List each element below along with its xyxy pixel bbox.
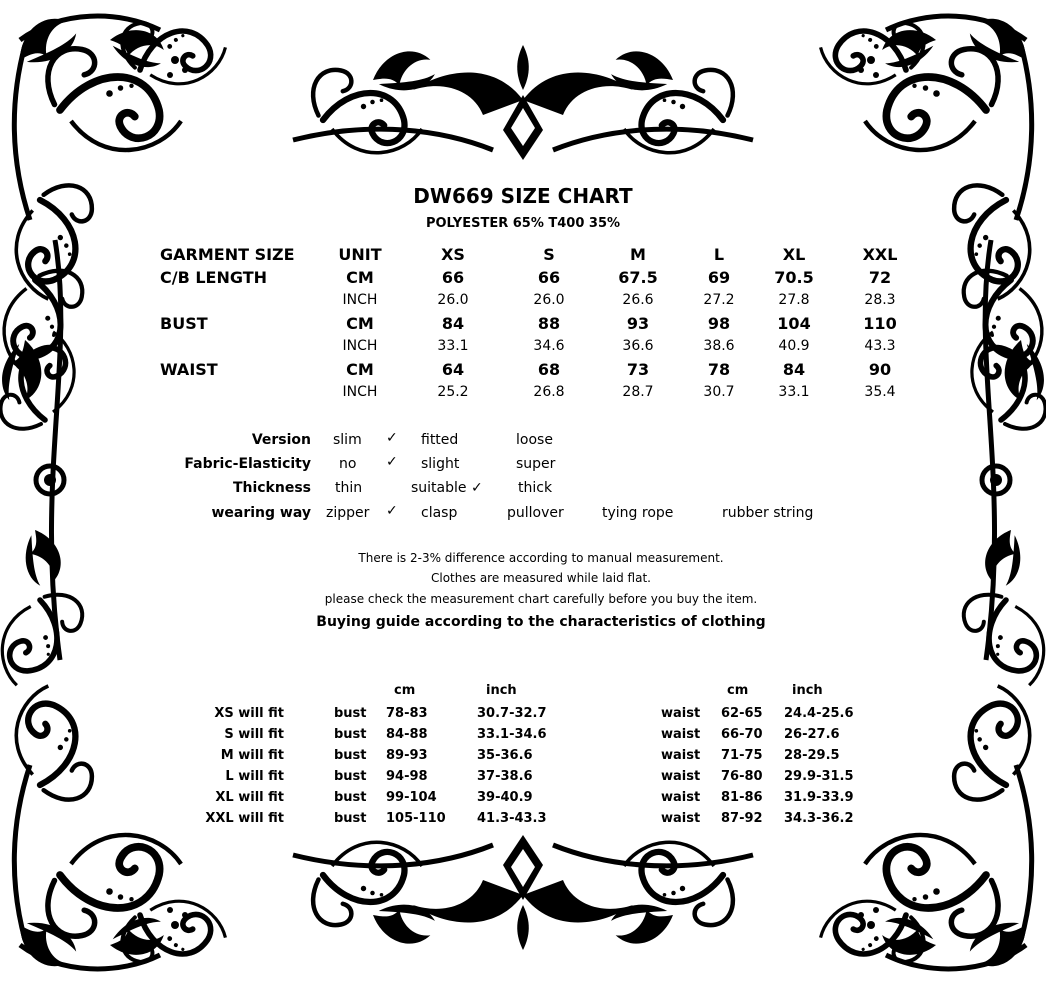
cell-value: 27.8 [778, 292, 810, 308]
attr-option: fitted [421, 432, 459, 448]
attr-option: rubber string [722, 505, 814, 521]
cell-value: 64 [441, 360, 465, 379]
buying-guide-title: Buying guide according to the characteristics of clothing [316, 614, 766, 630]
fit-head-bust-inch: inch [486, 683, 517, 698]
fit-waist: waist [661, 811, 701, 826]
header-size-m: M [630, 245, 646, 264]
fit-bust-cm: 99-104 [386, 790, 437, 805]
unit-cm: CM [346, 314, 374, 333]
attr-option: thick [518, 480, 553, 496]
fit-waist-inch: 26-27.6 [784, 727, 840, 742]
check-mark: ✓ [386, 430, 398, 446]
fit-waist-cm: 87-92 [721, 811, 763, 826]
fit-head-bust-cm: cm [394, 683, 416, 698]
unit-cm: CM [346, 360, 374, 379]
fit-waist: waist [661, 790, 701, 805]
header-size-xl: XL [782, 245, 806, 264]
fit-head-waist-cm: cm [727, 683, 749, 698]
unit-inch: INCH [342, 384, 378, 400]
fit-waist-inch: 24.4-25.6 [784, 706, 854, 721]
cell-value: 78 [707, 360, 731, 379]
cell-value: 30.7 [703, 384, 735, 400]
fit-bust-inch: 41.3-43.3 [477, 811, 547, 826]
fit-size-label: L will fit [225, 769, 284, 784]
cell-value: 27.2 [703, 292, 735, 308]
page-title: DW669 SIZE CHART [413, 184, 633, 208]
fit-waist: waist [661, 748, 701, 763]
cell-value: 84 [441, 314, 465, 333]
fit-waist: waist [661, 706, 701, 721]
fit-head-waist-inch: inch [792, 683, 823, 698]
unit-inch: INCH [342, 338, 378, 354]
check-mark: ✓ [386, 503, 398, 519]
note-check-chart: please check the measurement chart carefully before you buy the item. [324, 592, 758, 606]
header-size-xs: XS [441, 245, 465, 264]
attr-option: super [516, 456, 556, 472]
fit-waist: waist [661, 769, 701, 784]
note-laid-flat: Clothes are measured while laid flat. [431, 571, 651, 585]
unit-cm: CM [346, 268, 374, 287]
fit-bust-cm: 105-110 [386, 811, 446, 826]
cell-value: 33.1 [437, 338, 469, 354]
cell-value: 84 [782, 360, 806, 379]
cell-value: 35.4 [864, 384, 896, 400]
cell-value: 38.6 [703, 338, 735, 354]
cell-value: 98 [707, 314, 731, 333]
header-garment-size: GARMENT SIZE [160, 245, 295, 264]
row-label-bust: BUST [160, 314, 208, 333]
fit-size-label: XL will fit [215, 790, 284, 805]
cell-value: 25.2 [437, 384, 469, 400]
attr-label-thickness: Thickness [232, 480, 311, 496]
cell-value: 43.3 [864, 338, 896, 354]
cell-value: 70.5 [774, 268, 814, 287]
header-size-xxl: XXL [862, 245, 898, 264]
fit-waist-cm: 62-65 [721, 706, 763, 721]
cell-value: 26.6 [622, 292, 654, 308]
check-mark: ✓ [386, 454, 398, 470]
fit-bust: bust [334, 748, 367, 763]
fit-waist-inch: 29.9-31.5 [784, 769, 854, 784]
cell-value: 36.6 [622, 338, 654, 354]
cell-value: 67.5 [618, 268, 658, 287]
row-label-waist: WAIST [160, 360, 218, 379]
fit-bust-cm: 78-83 [386, 706, 428, 721]
attr-label-fabric-elasticity: Fabric-Elasticity [184, 456, 311, 472]
fit-waist-inch: 34.3-36.2 [784, 811, 854, 826]
attr-option: tying rope [602, 505, 674, 521]
cell-value: 66 [537, 268, 561, 287]
fit-bust: bust [334, 727, 367, 742]
fit-size-label: S will fit [224, 727, 284, 742]
cell-value: 28.7 [622, 384, 654, 400]
fit-size-label: M will fit [220, 748, 284, 763]
cell-value: 26.0 [533, 292, 565, 308]
fit-size-label: XS will fit [214, 706, 284, 721]
cell-value: 40.9 [778, 338, 810, 354]
fit-bust-inch: 30.7-32.7 [477, 706, 547, 721]
fit-size-label: XXL will fit [205, 811, 284, 826]
fit-bust: bust [334, 811, 367, 826]
cell-value: 88 [537, 314, 561, 333]
attr-label-version: Version [251, 432, 311, 448]
note-measurement-difference: There is 2-3% difference according to manual measurement. [358, 551, 724, 565]
fit-bust-inch: 33.1-34.6 [477, 727, 547, 742]
header-unit: UNIT [338, 245, 382, 264]
attr-label-wearing-way: wearing way [211, 505, 311, 521]
cell-value: 72 [868, 268, 892, 287]
fabric-subtitle: POLYESTER 65% T400 35% [425, 216, 621, 231]
cell-value: 104 [777, 314, 811, 333]
attr-option: pullover [507, 505, 564, 521]
attr-option: thin [335, 480, 363, 496]
header-size-l: L [713, 245, 725, 264]
attr-option: slight [421, 456, 460, 472]
fit-bust: bust [334, 769, 367, 784]
cell-value: 90 [868, 360, 892, 379]
attr-option: suitable ✓ [411, 480, 483, 496]
fit-bust-inch: 39-40.9 [477, 790, 533, 805]
attr-option: slim [333, 432, 362, 448]
cell-value: 34.6 [533, 338, 565, 354]
attr-option: no [339, 456, 357, 472]
cell-value: 73 [626, 360, 650, 379]
fit-waist-cm: 81-86 [721, 790, 763, 805]
attr-option: clasp [421, 505, 458, 521]
fit-waist-cm: 76-80 [721, 769, 763, 784]
cell-value: 93 [626, 314, 650, 333]
row-label-cb-length: C/B LENGTH [160, 268, 268, 287]
cell-value: 69 [707, 268, 731, 287]
cell-value: 28.3 [864, 292, 896, 308]
fit-waist-inch: 31.9-33.9 [784, 790, 854, 805]
cell-value: 33.1 [778, 384, 810, 400]
fit-waist-cm: 71-75 [721, 748, 763, 763]
fit-bust: bust [334, 790, 367, 805]
cell-value: 26.0 [437, 292, 469, 308]
cell-value: 110 [863, 314, 897, 333]
header-size-s: S [543, 245, 555, 264]
fit-bust-inch: 37-38.6 [477, 769, 533, 784]
attr-option: loose [516, 432, 553, 448]
fit-bust-inch: 35-36.6 [477, 748, 533, 763]
fit-bust-cm: 94-98 [386, 769, 428, 784]
unit-inch: INCH [342, 292, 378, 308]
attr-option: zipper [326, 505, 370, 521]
cell-value: 26.8 [533, 384, 565, 400]
cell-value: 68 [537, 360, 561, 379]
fit-bust-cm: 84-88 [386, 727, 428, 742]
fit-waist: waist [661, 727, 701, 742]
fit-waist-inch: 28-29.5 [784, 748, 840, 763]
fit-bust-cm: 89-93 [386, 748, 428, 763]
cell-value: 66 [441, 268, 465, 287]
fit-bust: bust [334, 706, 367, 721]
fit-waist-cm: 66-70 [721, 727, 763, 742]
